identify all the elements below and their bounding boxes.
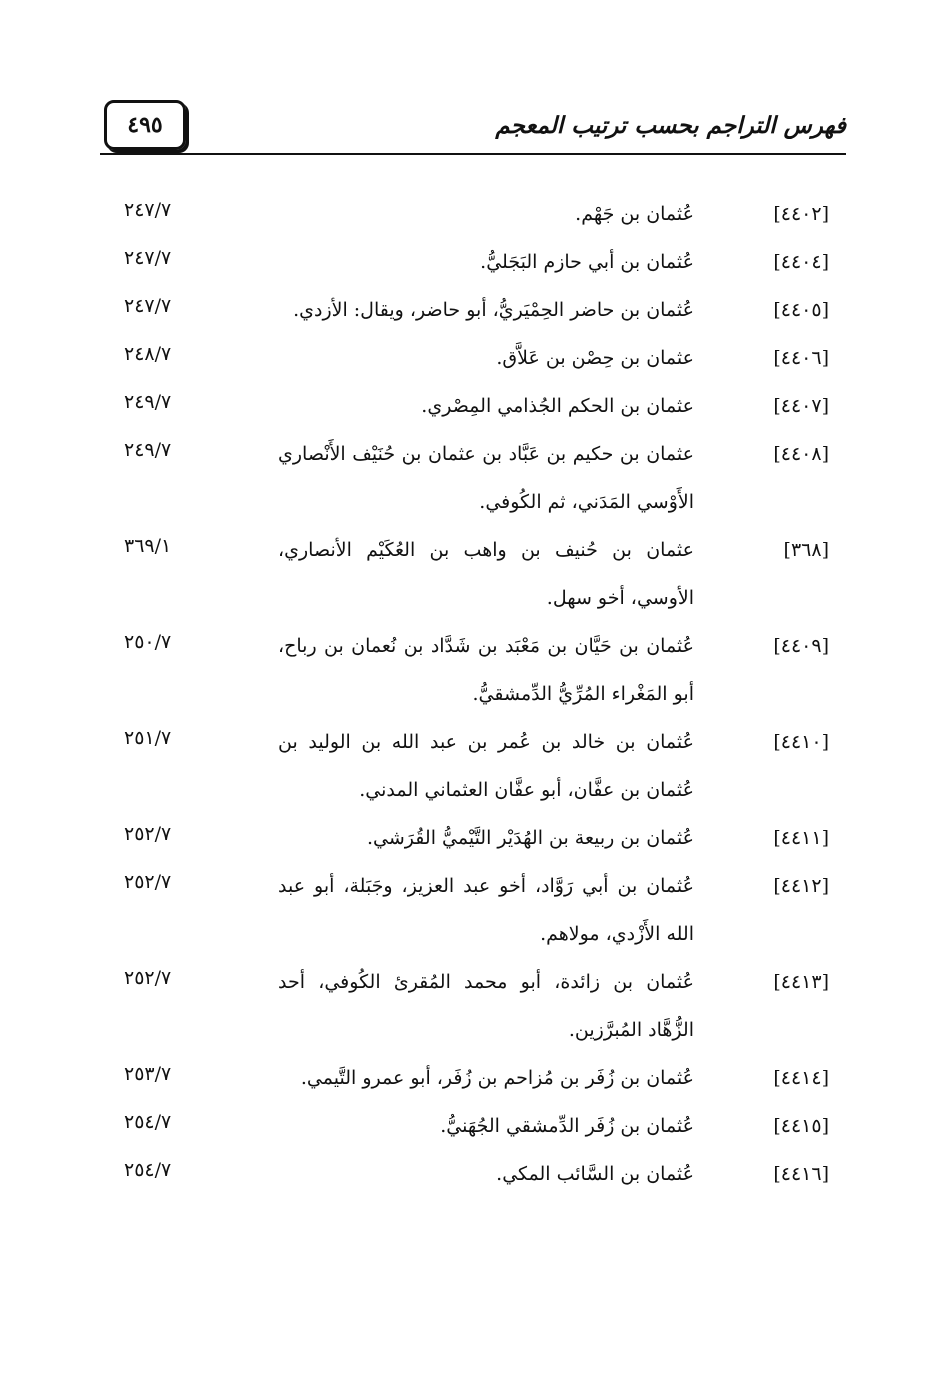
page-number: ٤٩٥ bbox=[127, 112, 163, 138]
entry-name: عُثمان بن جَهْم. bbox=[575, 203, 694, 225]
entry-number: [٤٤١٦] bbox=[773, 1163, 829, 1185]
entry-number: [٤٤١٢] bbox=[773, 875, 829, 897]
entry-name: عثمان بن الحكم الجُذامي المِصْري. bbox=[421, 395, 694, 417]
index-entry bbox=[0, 334, 944, 382]
entry-name: عُثمان بن حاضر الحِمْيَريُّ، أبو حاضر، ويقال: الأزدي. bbox=[293, 299, 694, 321]
entry-name: عُثمان بن خالد بن عُمر بن عبد الله بن الوليد بن عُثمان بن عفَّان، أبو عفَّان العثماني المدني. bbox=[278, 731, 694, 801]
entry-name: عثمان بن حِصْن بن عَلاَّق. bbox=[496, 347, 694, 369]
index-entry bbox=[0, 190, 944, 238]
index-entry bbox=[0, 1054, 944, 1102]
entry-name: عُثمان بن زُفَر الدِّمشقي الجُهَنيُّ. bbox=[440, 1115, 694, 1137]
entry-number: [٤٤٠٧] bbox=[773, 395, 829, 417]
entry-reference: ٢٥٢/٧ bbox=[124, 871, 172, 893]
index-entry bbox=[0, 382, 944, 430]
entry-reference: ٢٤٧/٧ bbox=[124, 295, 172, 317]
index-entry bbox=[0, 814, 944, 862]
entry-reference: ٢٤٩/٧ bbox=[124, 391, 172, 413]
index-entry bbox=[0, 286, 944, 334]
entry-name: عُثمان بن ربيعة بن الهُدَيْر التَّيْميُّ القُرَشي. bbox=[367, 827, 694, 849]
entry-reference: ٢٥١/٧ bbox=[124, 727, 172, 749]
entry-number: [٤٤٠٤] bbox=[773, 251, 829, 273]
entry-number: [٣٦٨] bbox=[783, 539, 829, 561]
index-entry bbox=[0, 862, 944, 958]
entry-name: عثمان بن حكيم بن عَبَّاد بن عثمان بن حُنَيْف الأَنْصاري الأَوْسي المَدَني، ثم الكُوفي. bbox=[278, 443, 694, 513]
entry-number: [٤٤٠٦] bbox=[773, 347, 829, 369]
entry-reference: ٢٥٣/٧ bbox=[124, 1063, 172, 1085]
index-entry bbox=[0, 526, 944, 622]
entry-reference: ٢٤٨/٧ bbox=[124, 343, 172, 365]
entry-number: [٤٤٠٩] bbox=[773, 635, 829, 657]
header-rule bbox=[100, 153, 846, 155]
entry-number: [٤٤٠٢] bbox=[773, 203, 829, 225]
index-entry bbox=[0, 430, 944, 526]
entry-name: عُثمان بن أبي حازم البَجَليُّ. bbox=[480, 251, 694, 273]
entry-name: عُثمان بن زائدة، أبو محمد المُقرئ الكُوفي، أحد الزُّهَّاد المُبرَّزين. bbox=[278, 971, 694, 1041]
entry-name: عُثمان بن أبي رَوَّاد، أخو عبد العزيز، وجَبَلة، أبو عبد الله الأَزْدي، مولاهم. bbox=[278, 875, 694, 945]
entry-number: [٤٤١٥] bbox=[773, 1115, 829, 1137]
entry-name: عُثمان بن حَيَّان بن مَعْبَد بن شَدَّاد بن نُعمان بن رباح، أبو المَغْراء المُرِّيُّ الدِّمشقيُّ. bbox=[278, 635, 694, 705]
entry-reference: ٢٤٩/٧ bbox=[124, 439, 172, 461]
entry-reference: ٢٥٤/٧ bbox=[124, 1111, 172, 1133]
entry-number: [٤٤٠٨] bbox=[773, 443, 829, 465]
entry-number: [٤٤٠٥] bbox=[773, 299, 829, 321]
entry-number: [٤٤١٠] bbox=[773, 731, 829, 753]
index-entries bbox=[0, 190, 944, 1198]
entry-reference: ٢٥٢/٧ bbox=[124, 823, 172, 845]
entry-reference: ٢٥٢/٧ bbox=[124, 967, 172, 989]
entry-reference: ٢٤٧/٧ bbox=[124, 247, 172, 269]
entry-reference: ٢٥٠/٧ bbox=[124, 631, 172, 653]
index-entry bbox=[0, 238, 944, 286]
index-entry bbox=[0, 718, 944, 814]
running-title: فهرس التراجم بحسب ترتيب المعجم bbox=[495, 112, 846, 139]
entry-number: [٤٤١٤] bbox=[773, 1067, 829, 1089]
page-number-box bbox=[104, 100, 186, 150]
entry-number: [٤٤١٣] bbox=[773, 971, 829, 993]
entry-reference: ٢٤٧/٧ bbox=[124, 199, 172, 221]
page-header bbox=[100, 100, 846, 158]
index-entry bbox=[0, 1102, 944, 1150]
entry-reference: ٣٦٩/١ bbox=[124, 535, 172, 557]
entry-number: [٤٤١١] bbox=[773, 827, 829, 849]
entry-reference: ٢٥٤/٧ bbox=[124, 1159, 172, 1181]
index-entry bbox=[0, 958, 944, 1054]
index-entry bbox=[0, 1150, 944, 1198]
index-entry bbox=[0, 622, 944, 718]
entry-name: عثمان بن حُنيف بن واهب بن العُكَيْم الأنصاري، الأوسي، أخو سهل. bbox=[278, 539, 694, 609]
entry-name: عُثمان بن السَّائب المكي. bbox=[496, 1163, 694, 1185]
entry-name: عُثمان بن زُفَر بن مُزاحم بن زُفَر، أبو عمرو التَّيمي. bbox=[300, 1067, 694, 1089]
